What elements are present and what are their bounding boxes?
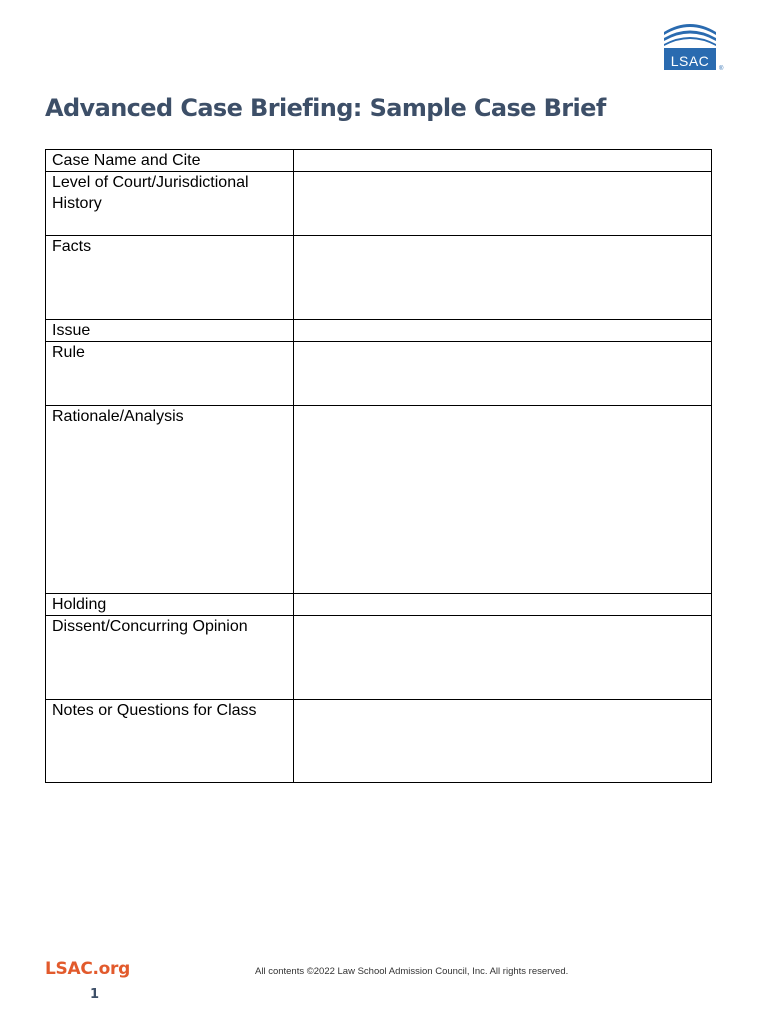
page-title: Advanced Case Briefing: Sample Case Brief — [45, 94, 606, 122]
row-value-issue[interactable] — [294, 320, 712, 342]
table-row — [46, 236, 712, 320]
copyright-notice: All contents ©2022 Law School Admission Council, Inc. All rights reserved. — [255, 966, 569, 977]
row-value-rule[interactable] — [294, 342, 712, 406]
row-value-dissent[interactable] — [294, 616, 712, 700]
table-row — [46, 594, 712, 616]
table-row — [46, 700, 712, 783]
lsac-logo — [662, 18, 724, 74]
lsac-logo-icon — [662, 18, 724, 74]
logo-text: LSAC — [670, 53, 710, 69]
row-label-rationale: Rationale/Analysis — [46, 406, 294, 594]
row-label-court-history: Level of Court/Jurisdictional History — [46, 172, 294, 236]
table-row — [46, 150, 712, 172]
case-brief-table — [45, 149, 712, 783]
row-label-holding: Holding — [46, 594, 294, 616]
row-value-case-name[interactable] — [294, 150, 712, 172]
row-label-case-name: Case Name and Cite — [46, 150, 294, 172]
table-row — [46, 320, 712, 342]
lsac-site-link[interactable]: LSAC.org — [45, 959, 130, 979]
row-label-notes: Notes or Questions for Class — [46, 700, 294, 783]
row-value-facts[interactable] — [294, 236, 712, 320]
logo-registered-mark: ® — [719, 66, 724, 72]
table-row — [46, 616, 712, 700]
row-value-rationale[interactable] — [294, 406, 712, 594]
row-label-issue: Issue — [46, 320, 294, 342]
table-row — [46, 342, 712, 406]
page-number: 1 — [90, 987, 100, 1002]
row-label-facts: Facts — [46, 236, 294, 320]
table-row — [46, 172, 712, 236]
row-value-court-history[interactable] — [294, 172, 712, 236]
row-value-holding[interactable] — [294, 594, 712, 616]
row-label-dissent: Dissent/Concurring Opinion — [46, 616, 294, 700]
row-label-rule: Rule — [46, 342, 294, 406]
row-value-notes[interactable] — [294, 700, 712, 783]
table-row — [46, 406, 712, 594]
